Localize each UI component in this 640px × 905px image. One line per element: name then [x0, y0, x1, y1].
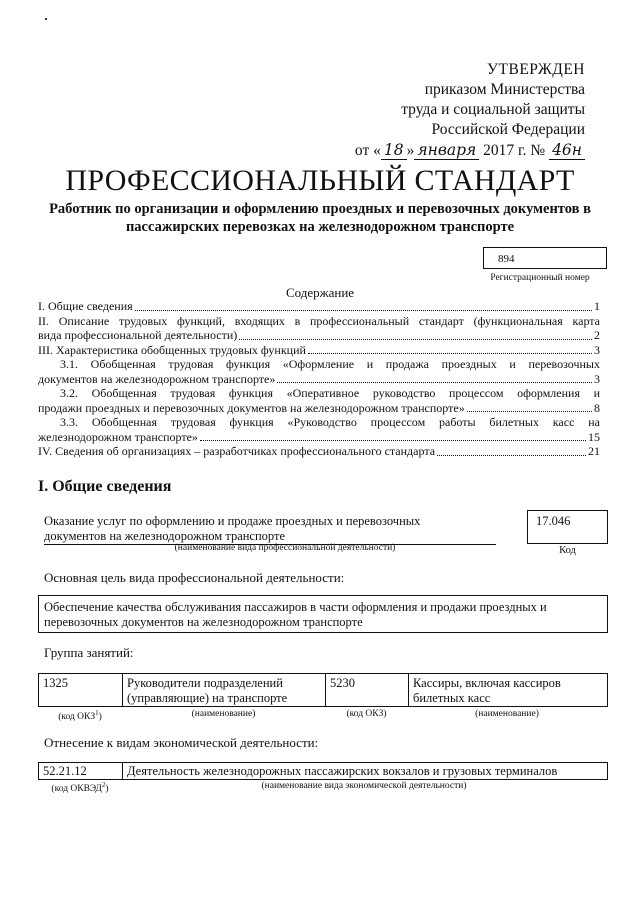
toc-leader: [200, 440, 586, 441]
approval-block: [0, 60, 585, 161]
activity-name-caption: (наименование вида профессиональной деятельности): [174, 543, 396, 553]
toc-item-3-3[interactable]: [38, 415, 600, 444]
toc-leader: [467, 411, 592, 412]
registration-number-box: 894: [483, 247, 607, 269]
toc-item-4[interactable]: [38, 444, 600, 459]
toc-heading: Содержание: [285, 285, 355, 300]
activity-code-label: Код: [559, 545, 576, 556]
footnote-mark: 2: [101, 781, 106, 789]
toc-leader: [437, 455, 586, 456]
toc-item-text: II. Описание трудовых функций, входящих в профессиональный стандарт (функциональная карта: [38, 313, 600, 328]
order-number: 46н: [549, 141, 585, 160]
approval-line-2: приказом Министерства: [424, 81, 585, 98]
footnote-mark: 1: [95, 709, 99, 717]
date-prefix: от «: [354, 142, 381, 159]
toc-item-text: 3.2. Обобщенная трудовая функция «Оперативное руководство процессом оформления и: [60, 386, 600, 400]
toc-leader: [277, 382, 592, 383]
toc-leader: [239, 339, 592, 340]
econ-label: Отнесение к видам экономической деятельности:: [44, 735, 319, 750]
okved-name: Деятельность железнодорожных пассажирских вокзалов и грузовых терминалов: [127, 764, 558, 778]
toc-item-3-2[interactable]: [38, 386, 600, 415]
approval-line-3: труда и социальной защиты: [401, 101, 585, 118]
caption-text: ): [105, 784, 109, 795]
date-day: 18: [381, 141, 407, 160]
toc-item-text: документов на железнодорожном транспорте»: [38, 371, 276, 386]
occupation-group-table: [38, 673, 608, 707]
activity-name-line: документов на железнодорожном транспорте: [44, 529, 496, 545]
toc-leader: [135, 310, 592, 311]
okz-code-1: 1325: [39, 674, 123, 706]
okz-name-2-line: Кассиры, включая кассиров: [413, 676, 561, 690]
approval-date-line: [0, 140, 585, 161]
toc-item-text: I. Общие сведения: [38, 299, 133, 313]
okved-table: [38, 762, 608, 780]
toc-item-text: 3.1. Обобщенная трудовая функция «Оформление и продажа проездных и перевозочных: [60, 357, 600, 371]
goal-box: [38, 595, 608, 633]
toc-item-text: железнодорожном транспорте»: [38, 429, 198, 444]
okz-name-2-caption: (наименование): [475, 709, 539, 719]
date-month: января: [414, 141, 479, 160]
caption-text: (код ОКВЭД: [51, 784, 102, 795]
activity-name: [44, 514, 496, 545]
table-of-contents: [38, 299, 600, 459]
okved-code: 52.21.12: [39, 763, 123, 779]
okved-name-caption: (наименование вида экономической деятельности): [261, 781, 467, 791]
toc-leader: [308, 353, 592, 354]
toc-item-3-1[interactable]: [38, 357, 600, 386]
okz-code-2-caption: (код ОКЗ): [346, 709, 387, 719]
document-subtitle: Работник по организации и оформлению проездных и перевозочных документов в пассажирских перевозках на железнодорожном транспорте: [49, 201, 591, 235]
activity-name-line: Оказание услуг по оформлению и продаже проездных и перевозочных: [44, 514, 421, 528]
toc-page: 2: [594, 328, 600, 342]
scan-dot: [45, 18, 47, 20]
goal-line: Обеспечение качества обслуживания пассажиров в части оформления и продажи проездных и: [44, 600, 547, 614]
toc-item-text: продажи проездных и перевозочных документов на железнодорожном транспорте»: [38, 400, 465, 415]
document-title: ПРОФЕССИОНАЛЬНЫЙ СТАНДАРТ: [65, 164, 575, 197]
caption-text: ): [98, 712, 102, 723]
section-1-heading: I. Общие сведения: [38, 478, 172, 495]
goal-label: Основная цель вида профессиональной деятельности:: [44, 570, 345, 585]
okz-name-1-line: (управляющие) на транспорте: [127, 691, 288, 705]
toc-page: 8: [594, 400, 600, 415]
approval-title: УТВЕРЖДЕН: [487, 61, 585, 78]
toc-page: 21: [588, 444, 600, 458]
okz-code-1-caption: [38, 709, 122, 722]
toc-item-text: 3.3. Обобщенная трудовая функция «Руководство процессом работы билетных касс на: [60, 415, 600, 429]
toc-item-text: III. Характеристика обобщенных трудовых функций: [38, 342, 306, 357]
toc-item-text: вида профессиональной деятельности): [38, 328, 238, 342]
toc-page: 1: [594, 299, 600, 313]
okz-name-1-line: Руководители подразделений: [127, 676, 283, 690]
date-year: 2017 г. №: [483, 142, 546, 159]
okz-name-1: [123, 674, 326, 706]
okz-name-1-caption: (наименование): [191, 709, 256, 719]
okz-code-2: 5230: [326, 674, 409, 706]
toc-item-2[interactable]: [38, 314, 600, 343]
date-mid: »: [406, 142, 415, 159]
activity-code-box: 17.046: [527, 510, 608, 544]
toc-page: 3: [594, 342, 600, 357]
approval-line-4: Российской Федерации: [431, 121, 585, 138]
group-label: Группа занятий:: [44, 645, 134, 660]
toc-item-text: IV. Сведения об организациях – разработчиках профессионального стандарта: [38, 444, 436, 458]
okz-name-2-line: билетных касс: [413, 691, 491, 705]
okved-code-caption: [38, 781, 122, 794]
registration-number-label: Регистрационный номер: [490, 273, 590, 283]
caption-text: (код ОКЗ: [58, 712, 96, 723]
toc-item-3[interactable]: [38, 343, 600, 358]
goal-line: перевозочных документов на железнодорожном транспорте: [44, 615, 363, 629]
toc-page: 3: [594, 371, 600, 386]
toc-item-1[interactable]: [38, 299, 600, 314]
okz-name-2: [409, 674, 607, 706]
toc-page: 15: [588, 429, 600, 444]
